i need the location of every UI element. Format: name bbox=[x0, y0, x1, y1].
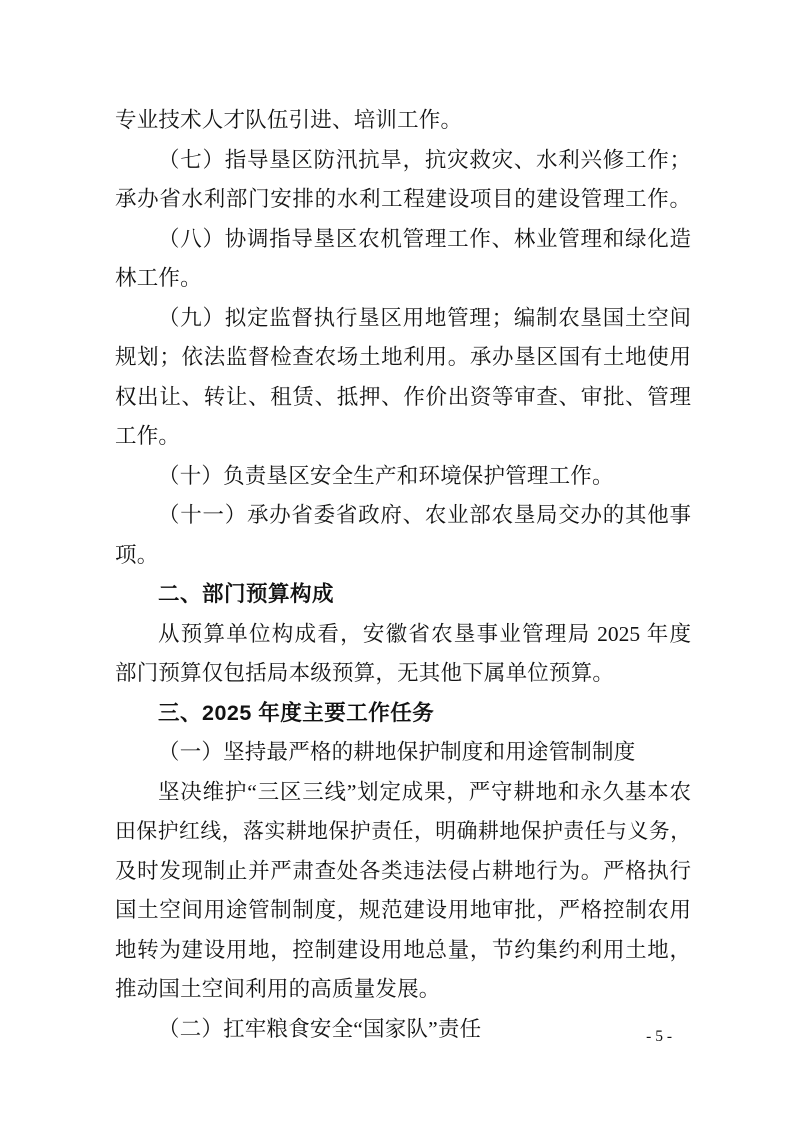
text-line: 林工作。 bbox=[115, 266, 202, 290]
text-line: （十一）承办省委省政府、农业部农垦局交办的其他事 bbox=[158, 503, 691, 527]
page-number: - 5 - bbox=[646, 1028, 672, 1045]
text-line: 工作。 bbox=[115, 424, 181, 448]
subsection-heading-land-protection: （一）坚持最严格的耕地保护制度和用途管制制度 bbox=[158, 740, 636, 764]
text-line: 专业技术人才队伍引进、培训工作。 bbox=[115, 108, 463, 132]
text-line: （十）负责垦区安全生产和环境保护管理工作。 bbox=[158, 463, 614, 488]
text-line: （七）指导垦区防汛抗旱，抗灾救灾、水利兴修工作； bbox=[158, 147, 691, 172]
document-body bbox=[115, 101, 691, 1049]
text-line: 从预算单位构成看，安徽省农垦事业管理局 2025 年度 bbox=[158, 621, 691, 646]
text-line: 田保护红线，落实耕地保护责任，明确耕地保护责任与义务， bbox=[115, 820, 691, 843]
text-line: 坚决维护“三区三线”划定成果，严守耕地和永久基本农 bbox=[158, 779, 691, 804]
text-line: 地转为建设用地，控制建设用地总量，节约集约利用土地， bbox=[115, 937, 691, 962]
text-line: 权出让、转让、租赁、抵押、作价出资等审查、审批、管理 bbox=[115, 384, 691, 409]
text-line: 项。 bbox=[115, 542, 159, 567]
subsection-heading-grain-security: （二）扛牢粮食安全“国家队”责任 bbox=[158, 1016, 482, 1041]
text-line: 国土空间用途管制制度，规范建设用地审批，严格控制农用 bbox=[115, 898, 691, 922]
section-heading-budget-composition: 二、部门预算构成 bbox=[158, 582, 335, 606]
text-line: 承办省水利部门安排的水利工程建设项目的建设管理工作。 bbox=[115, 187, 691, 211]
section-heading-main-tasks-2025: 三、2025 年度主要工作任务 bbox=[158, 700, 435, 725]
text-line: 推动国土空间利用的高质量发展。 bbox=[115, 977, 441, 1001]
text-line: 规划；依法监督检查农场土地利用。承办垦区国有土地使用 bbox=[115, 345, 691, 369]
text-line: （九）拟定监督执行垦区用地管理；编制农垦国土空间 bbox=[158, 305, 691, 330]
text-line: 及时发现制止并严肃查处各类违法侵占耕地行为。严格执行 bbox=[115, 858, 691, 883]
text-line: （八）协调指导垦区农机管理工作、林业管理和绿化造 bbox=[158, 226, 691, 251]
text-line: 部门预算仅包括局本级预算，无其他下属单位预算。 bbox=[115, 661, 615, 685]
